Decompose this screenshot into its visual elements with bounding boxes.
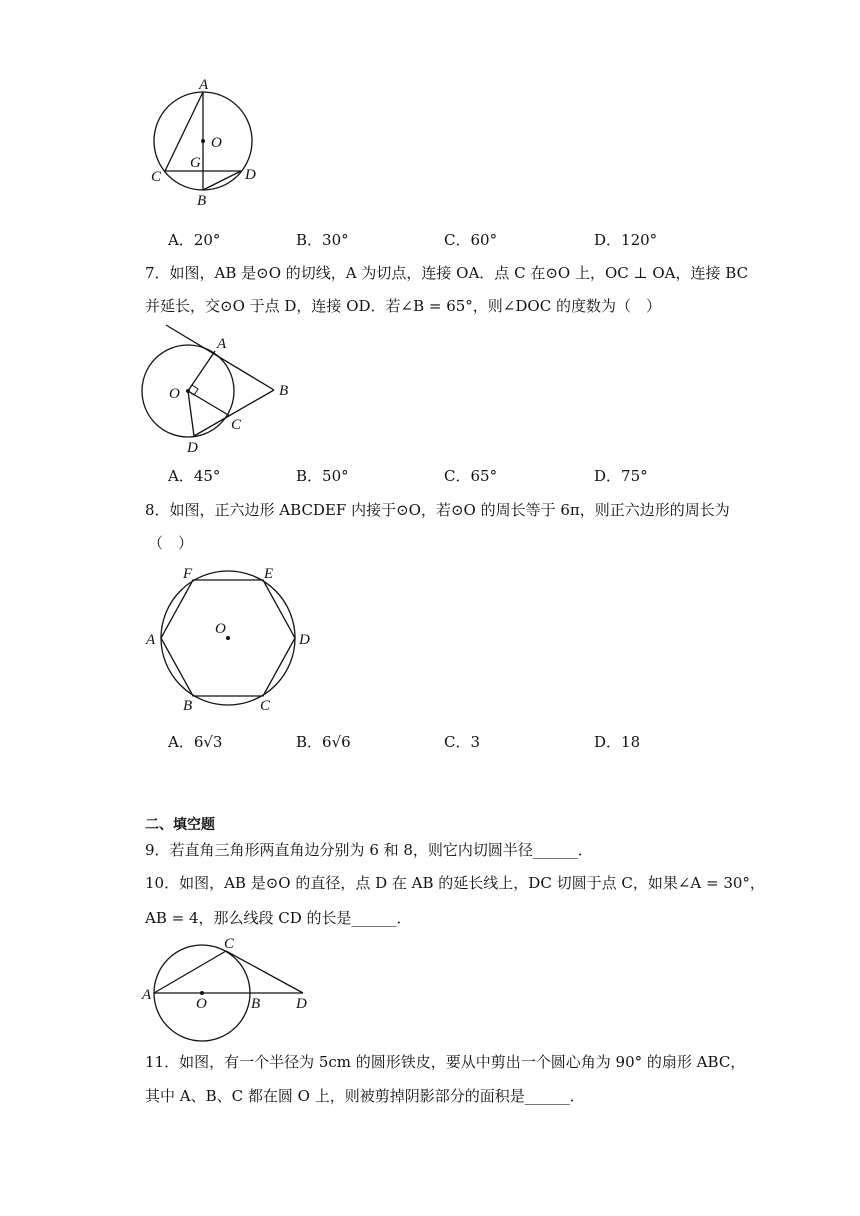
q8-option-a: A．6√3 — [168, 733, 223, 751]
q10-text-line1: 10．如图，AB 是⊙O 的直径，点 D 在 AB 的延长线上，DC 切圆于点 C，如果∠A = 30°， — [145, 874, 765, 892]
q8-label-d: D — [299, 632, 310, 648]
q10-label-c: C — [224, 936, 235, 952]
q8-label-e: E — [264, 566, 274, 582]
q8-figure — [140, 562, 320, 722]
q11-text-line1: 11．如图，有一个半径为 5cm 的圆形铁皮，要从中剪出一个圆心角为 90° 的扇形 ABC， — [145, 1053, 746, 1071]
q7-text-line1: 7．如图，AB 是⊙O 的切线，A 为切点，连接 OA．点 C 在⊙O 上，OC ⊥ OA，连接 BC — [145, 264, 749, 282]
q7-text-line2: 并延长，交⊙O 于点 D，连接 OD．若∠B = 65°，则∠DOC 的度数为（ ） — [145, 297, 661, 315]
q8-label-b: B — [183, 698, 193, 714]
q8-option-c: C．3 — [444, 733, 481, 751]
q8-label-c: C — [260, 698, 271, 714]
q10-label-b: B — [251, 996, 261, 1012]
q8-text-line1: 8．如图，正六边形 ABCDEF 内接于⊙O，若⊙O 的周长等于 6π，则正六边形的周长为 — [145, 501, 730, 519]
q7-figure — [140, 322, 300, 457]
q7-option-d: D．75° — [594, 467, 648, 485]
q7-label-b: B — [279, 383, 289, 399]
q7-option-a: A．45° — [168, 467, 221, 485]
q6-label-o: O — [211, 135, 222, 151]
q8-label-a: A — [146, 632, 156, 648]
q8-label-f: F — [183, 566, 193, 582]
q11-text-line2: 其中 A、B、C 都在圆 O 上，则被剪掉阴影部分的面积是______． — [145, 1087, 585, 1105]
q7-option-b: B．50° — [296, 467, 349, 485]
q6-figure — [140, 75, 270, 215]
q8-option-b: B．6√6 — [296, 733, 351, 751]
q7-option-c: C．65° — [444, 467, 498, 485]
q6-label-d: D — [245, 167, 256, 183]
q7-label-c: C — [231, 417, 242, 433]
q10-label-a: A — [142, 987, 152, 1003]
q6-label-b: B — [197, 193, 207, 209]
q7-label-d: D — [187, 440, 198, 456]
q8-option-d: D．18 — [594, 733, 641, 751]
q6-label-c: C — [151, 169, 162, 185]
q7-label-o: O — [169, 386, 180, 402]
q10-label-d: D — [296, 996, 307, 1012]
q9-text: 9．若直角三角形两直角边分别为 6 和 8，则它内切圆半径______． — [145, 841, 593, 859]
q6-label-a: A — [199, 77, 209, 93]
q8-text-line2: （ ） — [148, 534, 194, 552]
q6-option-d: D．120° — [594, 231, 658, 249]
q10-text-line2: AB = 4，那么线段 CD 的长是______． — [145, 909, 412, 927]
q6-option-a: A．20° — [168, 231, 221, 249]
q7-label-a: A — [217, 336, 227, 352]
section-title-fill-in: 二、填空题 — [145, 817, 215, 833]
q10-figure — [140, 935, 320, 1050]
q8-label-o: O — [215, 621, 226, 637]
q10-label-o: O — [196, 996, 207, 1012]
q6-label-g: G — [190, 155, 201, 171]
q6-option-b: B．30° — [296, 231, 349, 249]
q6-option-c: C．60° — [444, 231, 498, 249]
